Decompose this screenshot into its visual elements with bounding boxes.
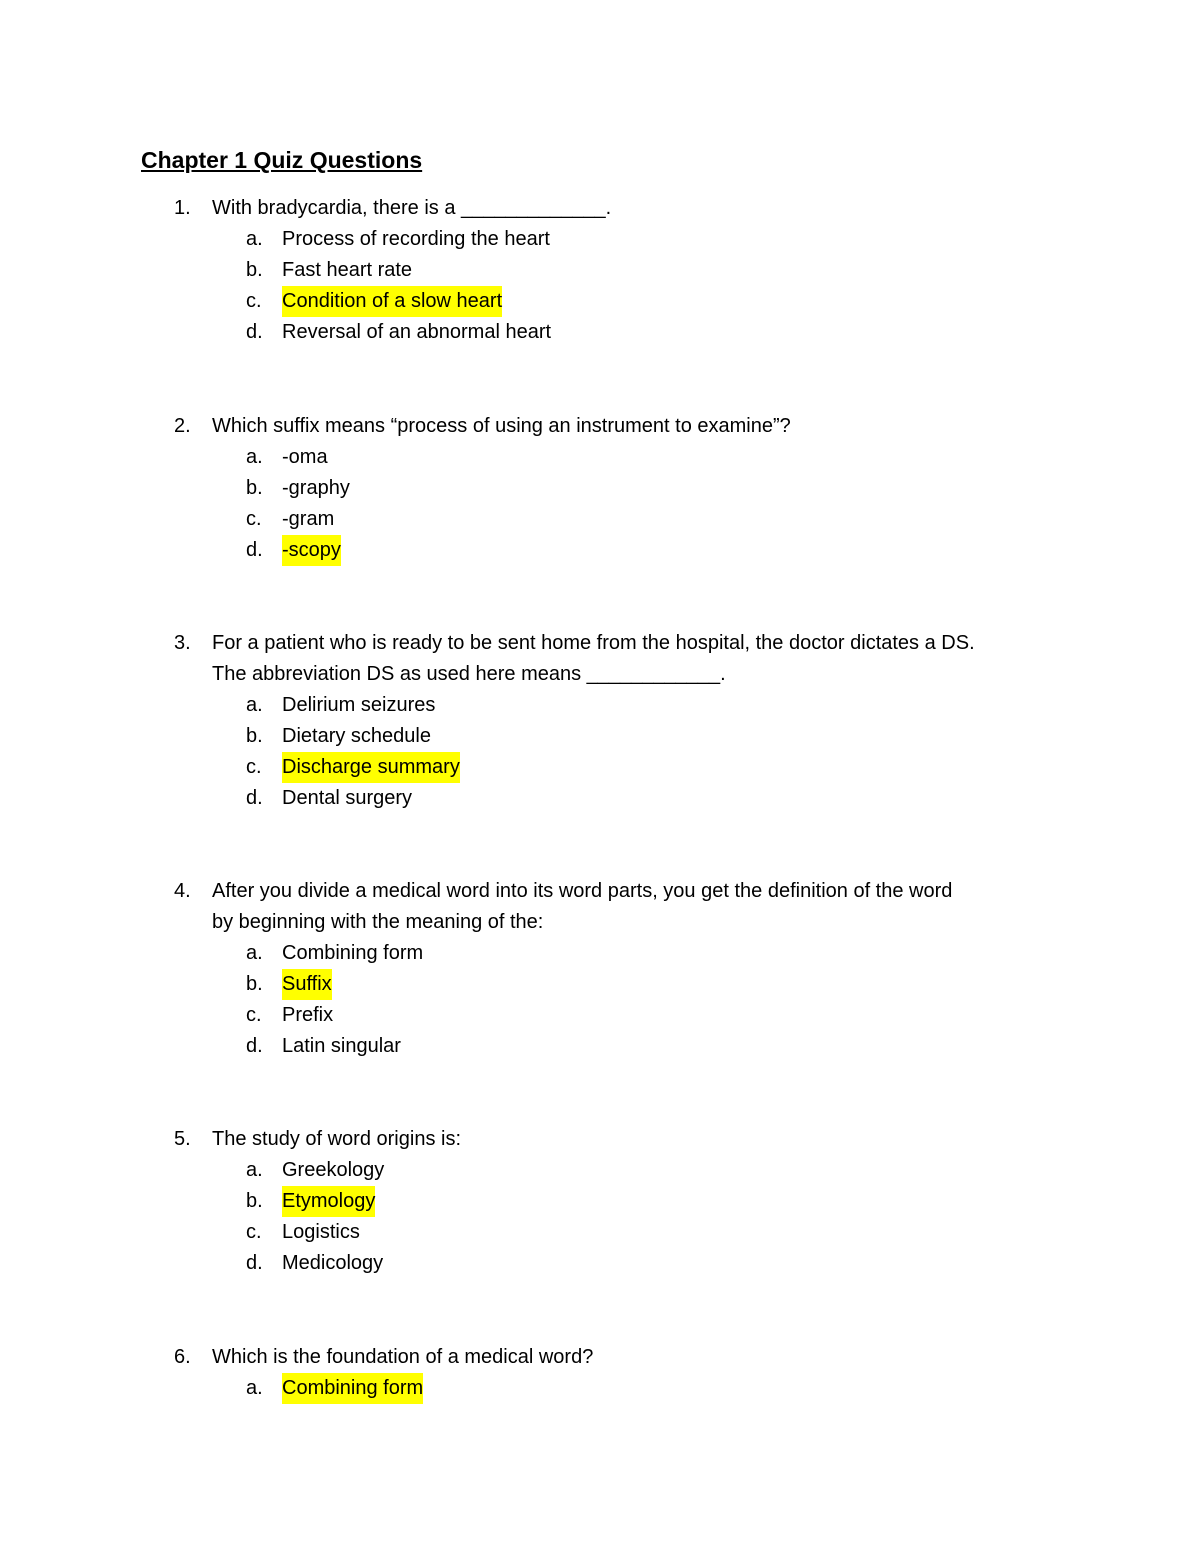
question-number: 5. [174,1128,191,1150]
option-text: Process of recording the heart [282,228,550,250]
answer-option-highlighted [0,969,1200,1000]
question-number: 1. [174,197,191,219]
question-text-line: After you divide a medical word into its word parts, you get the definition of the word [212,880,953,902]
question-text-line: The study of word origins is: [212,1128,461,1150]
option-text: Prefix [282,1004,334,1026]
option-letter: d. [246,321,263,343]
answer-option [0,1031,1200,1062]
answer-option [0,442,1200,473]
answer-option-highlighted [0,1186,1200,1217]
question-text-line: With bradycardia, there is a _____________. [212,197,612,219]
option-text: Latin singular [282,1035,401,1057]
option-letter: b. [246,1190,263,1212]
answer-option-highlighted [0,752,1200,783]
option-letter: c. [246,508,262,530]
option-letter: a. [246,1377,263,1399]
answer-option [0,504,1200,535]
option-letter: d. [246,539,263,561]
answer-option [0,317,1200,348]
question-text-line: For a patient who is ready to be sent home from the hospital, the doctor dictates a DS. [212,632,975,654]
option-text: Combining form [282,942,424,964]
option-text-highlighted: Etymology [282,1186,375,1217]
option-text: Greekology [282,1159,385,1181]
option-text: Logistics [282,1221,360,1243]
option-text-highlighted: -scopy [282,535,341,566]
option-text: Dietary schedule [282,725,431,747]
option-text: Medicology [282,1252,384,1274]
option-letter: b. [246,725,263,747]
option-text: Fast heart rate [282,259,413,281]
question-number: 3. [174,632,191,654]
answer-option [0,1155,1200,1186]
option-text-highlighted: Condition of a slow heart [282,286,502,317]
answer-option-highlighted [0,1373,1200,1404]
option-text: -gram [282,508,335,530]
question-number: 2. [174,415,191,437]
option-letter: a. [246,228,263,250]
option-text-highlighted: Suffix [282,969,332,1000]
answer-option [0,224,1200,255]
option-letter: b. [246,477,263,499]
answer-option [0,1217,1200,1248]
option-letter: c. [246,1004,262,1026]
option-text: -oma [282,446,328,468]
option-letter: b. [246,973,263,995]
answer-option-highlighted [0,535,1200,566]
option-text-highlighted: Combining form [282,1373,423,1404]
answer-option [0,690,1200,721]
option-letter: d. [246,1035,263,1057]
document-title: Chapter 1 Quiz Questions [141,147,423,173]
option-letter: c. [246,1221,262,1243]
question-number: 4. [174,880,191,902]
answer-option [0,721,1200,752]
answer-option-highlighted [0,286,1200,317]
option-letter: c. [246,756,262,778]
option-letter: b. [246,259,263,281]
option-text: Reversal of an abnormal heart [282,321,552,343]
answer-option [0,473,1200,504]
question-text-line: The abbreviation DS as used here means ____________. [212,663,726,685]
answer-option [0,255,1200,286]
option-letter: d. [246,1252,263,1274]
option-letter: d. [246,787,263,809]
option-letter: a. [246,942,263,964]
option-letter: a. [246,1159,263,1181]
option-text-highlighted: Discharge summary [282,752,460,783]
option-letter: a. [246,446,263,468]
option-text: -graphy [282,477,350,499]
option-text: Dental surgery [282,787,413,809]
option-letter: c. [246,290,262,312]
question-text-line: Which suffix means “process of using an instrument to examine”? [212,415,791,437]
answer-option [0,1248,1200,1279]
answer-option [0,783,1200,814]
question-number: 6. [174,1346,191,1368]
option-letter: a. [246,694,263,716]
answer-option [0,938,1200,969]
question-text-line: by beginning with the meaning of the: [212,911,544,933]
answer-option [0,1000,1200,1031]
question-text-line: Which is the foundation of a medical word? [212,1346,594,1368]
option-text: Delirium seizures [282,694,436,716]
